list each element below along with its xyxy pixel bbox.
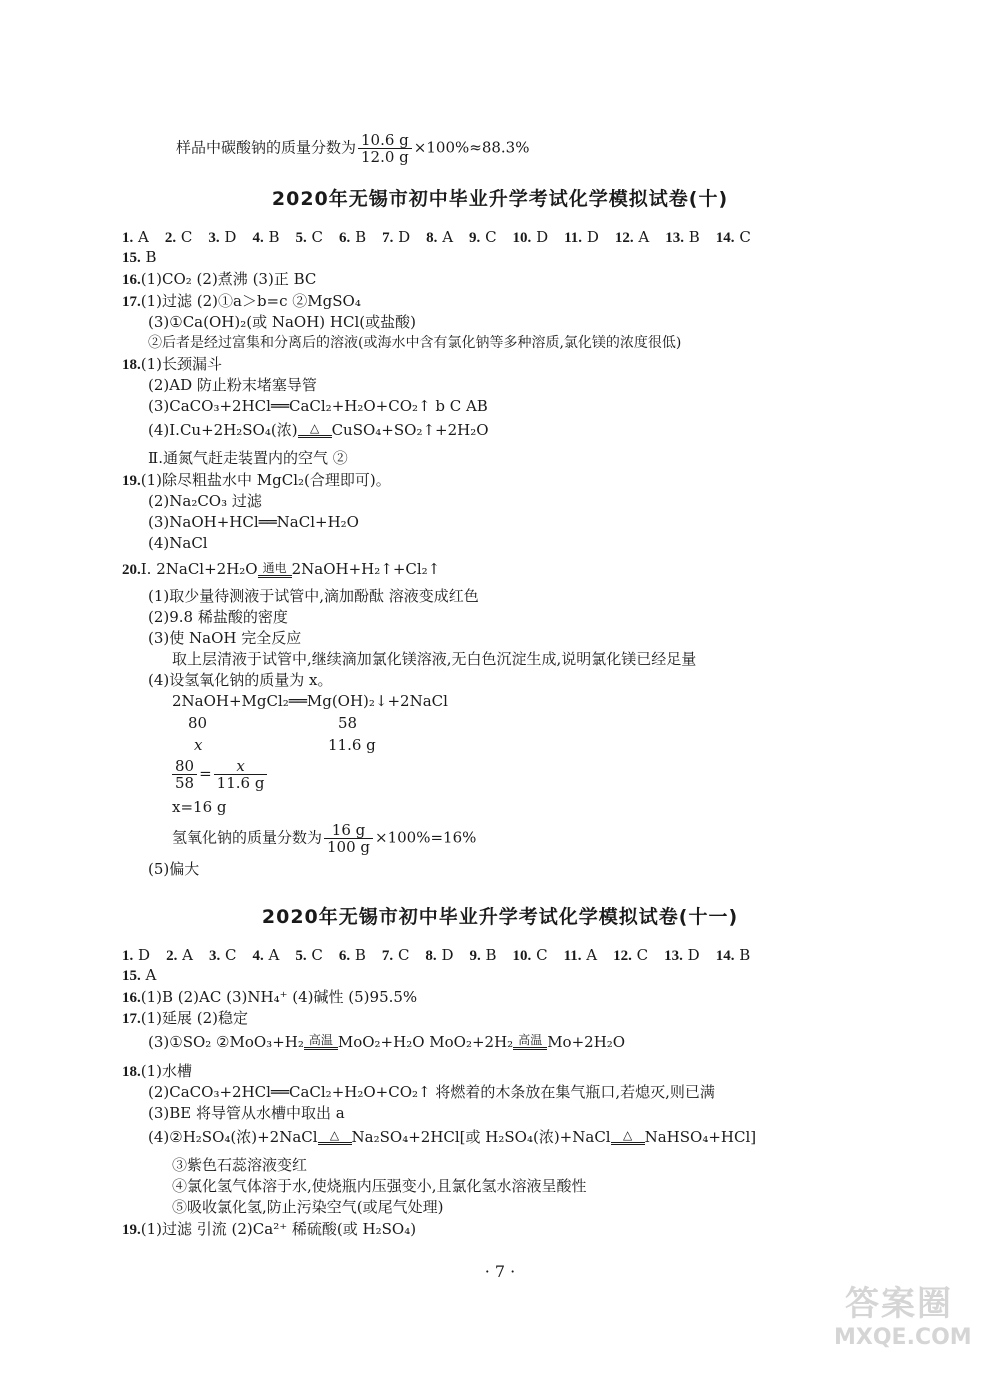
condition-label: △ xyxy=(622,1128,633,1142)
q-number: 13. xyxy=(665,230,684,246)
q-number: 12. xyxy=(614,230,634,246)
q-number: 4. xyxy=(252,948,264,964)
q-answer: D xyxy=(138,946,151,964)
q16-10 xyxy=(122,270,316,289)
q20-10-var1: x xyxy=(194,736,203,754)
text: 氢氧化钠的质量分数为 xyxy=(172,828,323,847)
top-result-line xyxy=(176,132,529,165)
equals-bar xyxy=(258,575,292,581)
q-number: 20. xyxy=(122,562,141,578)
q-answer: B xyxy=(268,228,280,246)
mc-answer-item xyxy=(382,228,410,246)
q20-10-line2: (1)取少量待测液于试管中,滴加酚酞 溶液变成红色 xyxy=(148,587,479,605)
q17-10-line3: ②后者是经过富集和分离后的溶液(或海水中含有氯化钠等多种溶质,氯化镁的浓度很低) xyxy=(148,335,682,351)
q-answer: B xyxy=(145,248,157,266)
q-answer: C xyxy=(739,228,751,246)
mc-answer-item xyxy=(716,946,751,964)
mc-answer-item xyxy=(615,228,649,246)
condition-label: △ xyxy=(329,1128,340,1142)
mc-answer-item xyxy=(564,228,599,246)
mc-answer-item xyxy=(166,946,193,964)
q17-10-line2: (3)①Ca(OH)₂(或 NaOH) HCl(或盐酸) xyxy=(148,313,416,331)
mc-answer-item xyxy=(208,228,236,246)
q17-10 xyxy=(122,292,361,311)
equals-sign: = xyxy=(199,764,212,783)
mc-answer-item xyxy=(122,946,150,964)
q-text: (1)除尽粗盐水中 MgCl₂(合理即可)。 xyxy=(140,471,391,489)
q-number: 15. xyxy=(122,968,141,984)
q-answer: C xyxy=(485,228,497,246)
numerator: x xyxy=(214,758,268,775)
mc-answer-item xyxy=(252,946,279,964)
q18-11-line2: (2)CaCO₃+2HCl══CaCl₂+H₂O+CO₂↑ 将燃着的木条放在集气瓶口,若熄灭,则已满 xyxy=(148,1083,715,1101)
mc-answer-item xyxy=(513,228,549,246)
q-answer: C xyxy=(180,228,193,246)
q-answer: D xyxy=(398,228,411,246)
q-number: 7. xyxy=(382,230,394,246)
q-number: 12. xyxy=(613,948,632,964)
q-number: 14. xyxy=(715,948,735,964)
mc-answer-item xyxy=(339,228,366,246)
q20-10-equation: 2NaOH+MgCl₂══Mg(OH)₂↓+2NaCl xyxy=(172,692,448,710)
q19-10-line4: (4)NaCl xyxy=(148,534,208,552)
q19-11 xyxy=(122,1220,416,1239)
mc-answers-10 xyxy=(122,228,767,247)
q-answer: B xyxy=(739,946,751,964)
q18-11-line4 xyxy=(148,1126,756,1148)
q-text: (1)过滤 (2)①a＞b=c ②MgSO₄ xyxy=(140,292,361,310)
q18-11 xyxy=(122,1062,192,1081)
q-answer: B xyxy=(354,946,366,964)
q-answer: D xyxy=(586,228,599,246)
text: (4)Ⅰ.Cu+2H₂SO₄(浓) xyxy=(148,421,298,439)
mc-answer-item xyxy=(339,946,366,964)
watermark-logo xyxy=(834,1276,972,1376)
q-answer: B xyxy=(688,228,700,246)
q-answer: D xyxy=(224,228,237,246)
watermark-url: MXQE.COM xyxy=(834,1325,972,1350)
page-number: · 7 · xyxy=(484,1262,516,1281)
fraction xyxy=(324,822,373,855)
text: Ⅰ. 2NaCl+2H₂O xyxy=(140,560,258,578)
text: Na₂SO₄+2HCl[或 H₂SO₄(浓)+NaCl xyxy=(351,1128,611,1146)
q-text: (1)水槽 xyxy=(140,1062,192,1080)
q-number: 9. xyxy=(469,948,481,964)
q-answer: C xyxy=(536,946,548,964)
q18-10-line3: (3)CaCO₃+2HCl══CaCl₂+H₂O+CO₂↑ b C AB xyxy=(148,397,488,415)
text: 2NaOH+H₂↑+Cl₂↑ xyxy=(291,560,441,578)
denominator: 100 g xyxy=(327,838,371,856)
q19-10-line3: (3)NaOH+HCl══NaCl+H₂O xyxy=(148,513,359,531)
q-answer: D xyxy=(441,946,454,964)
equals-bar xyxy=(298,435,332,441)
condition-label: 高温 xyxy=(518,1033,543,1047)
q18-11-line5: ③紫色石蕊溶液变红 xyxy=(172,1156,308,1174)
numerator: 10.6 g xyxy=(358,132,412,149)
text: 样品中碳酸钠的质量分数为 xyxy=(176,138,357,157)
q-text: (1)B (2)AC (3)NH₄⁺ (4)碱性 (5)95.5% xyxy=(140,988,418,1006)
reaction-condition xyxy=(513,1034,547,1053)
q-answer: A xyxy=(138,228,149,246)
condition-label: 通电 xyxy=(262,561,287,575)
q18-10-line4 xyxy=(148,419,489,441)
q-number: 11. xyxy=(564,230,583,246)
reaction-condition xyxy=(258,562,292,581)
q-answer: C xyxy=(311,228,324,246)
mc-answer-item xyxy=(564,946,598,964)
q-number: 19. xyxy=(122,1222,141,1238)
q20-10-result: x=16 g xyxy=(172,798,227,816)
mc-answer-item xyxy=(425,946,453,964)
q-number: 19. xyxy=(122,473,141,489)
q-answer: A xyxy=(442,228,454,246)
numerator: 16 g xyxy=(324,822,373,839)
q-answer: D xyxy=(687,946,700,964)
q-number: 9. xyxy=(469,230,481,246)
q-number: 5. xyxy=(295,948,307,964)
reaction-condition xyxy=(298,422,332,441)
text: NaHSO₄+HCl] xyxy=(644,1128,757,1146)
text: ×100%=16% xyxy=(375,828,477,847)
fraction-left xyxy=(172,758,197,791)
q18-10-line5: Ⅱ.通氮气赶走装置内的空气 ② xyxy=(148,449,348,467)
q-number: 13. xyxy=(664,948,683,964)
mc-answer-item xyxy=(252,228,279,246)
mc-answer-item xyxy=(209,946,237,964)
section-title-11: 2020年无锡市初中毕业升学考试化学模拟试卷(十一) xyxy=(261,906,739,928)
denominator: 58 xyxy=(175,774,195,792)
q-number: 8. xyxy=(426,230,438,246)
mc-answer-item xyxy=(382,946,410,964)
text: CuSO₄+SO₂↑+2H₂O xyxy=(331,421,489,439)
text: (3)①SO₂ ②MoO₃+H₂ xyxy=(148,1033,304,1051)
q-number: 14. xyxy=(715,230,735,246)
section-title-10: 2020年无锡市初中毕业升学考试化学模拟试卷(十) xyxy=(271,188,729,210)
mc-answer-item xyxy=(295,946,323,964)
reaction-condition xyxy=(304,1034,338,1053)
q-number: 5. xyxy=(295,230,307,246)
q-answer: A xyxy=(145,966,157,984)
q20-10-line3: (2)9.8 稀盐酸的密度 xyxy=(148,608,288,626)
q-answer: B xyxy=(355,228,367,246)
q-number: 16. xyxy=(122,990,141,1006)
q-text: (1)过滤 引流 (2)Ca²⁺ 稀硫酸(或 H₂SO₄) xyxy=(140,1220,417,1238)
q-number: 6. xyxy=(339,230,351,246)
q-answer: C xyxy=(636,946,649,964)
q20-10-mass2: 58 xyxy=(338,714,358,732)
q-number: 15. xyxy=(122,250,141,266)
q18-10-line2: (2)AD 防止粉末堵塞导管 xyxy=(148,376,317,394)
q-number: 10. xyxy=(512,948,532,964)
equals-bar xyxy=(611,1142,645,1148)
fraction xyxy=(358,132,412,165)
q-answer: A xyxy=(638,228,650,246)
q20-10 xyxy=(122,558,440,581)
q-number: 1. xyxy=(122,230,134,246)
reaction-condition xyxy=(611,1129,645,1148)
numerator: 80 xyxy=(172,758,197,775)
q20-10-line4: (3)使 NaOH 完全反应 xyxy=(148,629,302,647)
mc-answer-item xyxy=(664,946,700,964)
mc-answer-item xyxy=(469,228,497,246)
text: ×100%≈88.3% xyxy=(413,138,530,157)
q-number: 3. xyxy=(208,230,220,246)
denominator: 11.6 g xyxy=(216,774,265,792)
q-number: 17. xyxy=(122,294,141,310)
q-number: 18. xyxy=(122,1064,141,1080)
mc-answer-item xyxy=(122,228,149,246)
q19-10-line2: (2)Na₂CO₃ 过滤 xyxy=(148,492,262,510)
text: MoO₂+H₂O MoO₂+2H₂ xyxy=(337,1033,514,1051)
denominator: 12.0 g xyxy=(361,148,409,166)
text: (4)②H₂SO₄(浓)+2NaCl xyxy=(148,1128,318,1146)
mc-answer-item xyxy=(613,946,648,964)
mc-answer-item xyxy=(469,946,496,964)
q-answer: A xyxy=(586,946,598,964)
q20-10-proportion xyxy=(170,758,269,791)
equals-bar xyxy=(318,1142,352,1148)
mc-answer-item xyxy=(665,228,700,246)
q-number: 8. xyxy=(425,948,437,964)
mc-answer-item xyxy=(165,228,193,246)
q-answer: C xyxy=(397,946,410,964)
condition-label: 高温 xyxy=(308,1033,333,1047)
mc-answer-item xyxy=(296,228,324,246)
q17-11 xyxy=(122,1009,248,1028)
q-number: 1. xyxy=(122,948,134,964)
q15-10 xyxy=(122,248,157,267)
mc-answers-11 xyxy=(122,946,766,965)
q-answer: A xyxy=(268,946,280,964)
q-number: 7. xyxy=(381,948,394,964)
q-text: (1)延展 (2)稳定 xyxy=(140,1009,249,1027)
q-number: 2. xyxy=(166,948,178,964)
q-number: 18. xyxy=(122,357,141,373)
q-number: 3. xyxy=(208,948,221,964)
q-text: (1)长颈漏斗 xyxy=(140,355,222,373)
q-answer: D xyxy=(536,228,549,246)
q18-11-line3: (3)BE 将导管从水槽中取出 a xyxy=(148,1104,345,1122)
q-number: 4. xyxy=(252,230,264,246)
q-answer: B xyxy=(485,946,497,964)
q-text: (1)CO₂ (2)煮沸 (3)正 BC xyxy=(140,270,317,288)
q-answer: C xyxy=(311,946,323,964)
q16-11 xyxy=(122,988,417,1007)
q-number: 2. xyxy=(164,230,177,246)
q-number: 6. xyxy=(338,948,351,964)
q20-10-line5: 取上层清液于试管中,继续滴加氯化镁溶液,无白色沉淀生成,说明氯化镁已经足量 xyxy=(172,650,697,668)
q17-11-line2 xyxy=(148,1031,625,1053)
q20-10-mass1: 80 xyxy=(188,714,208,732)
text: Mo+2H₂O xyxy=(547,1033,626,1051)
q-answer: C xyxy=(224,946,237,964)
q18-11-line6: ④氯化氢气体溶于水,使烧瓶内压强变小,且氯化氢水溶液呈酸性 xyxy=(172,1177,587,1195)
equals-bar xyxy=(304,1047,338,1053)
q20-10-line7: (5)偏大 xyxy=(148,860,200,878)
q-number: 17. xyxy=(122,1011,141,1027)
q15-11 xyxy=(122,966,156,985)
mc-answer-item xyxy=(716,228,751,246)
q19-10 xyxy=(122,471,391,490)
q20-10-var2: 11.6 g xyxy=(328,736,376,754)
equals-bar xyxy=(513,1047,547,1053)
fraction-right xyxy=(214,758,268,791)
q-answer: A xyxy=(182,946,193,964)
q-number: 16. xyxy=(122,272,141,288)
q-number: 11. xyxy=(563,948,582,964)
condition-label: △ xyxy=(309,421,320,435)
q18-10 xyxy=(122,355,222,374)
q20-10-percent xyxy=(172,822,476,855)
mc-answer-item xyxy=(513,946,548,964)
q20-10-line6: (4)设氢氧化钠的质量为 x。 xyxy=(148,671,333,689)
q18-11-line7: ⑤吸收氯化氢,防止污染空气(或尾气处理) xyxy=(172,1198,444,1216)
q-number: 10. xyxy=(512,230,532,246)
watermark-text: 答案圈 xyxy=(845,1284,953,1324)
reaction-condition xyxy=(318,1129,352,1148)
mc-answer-item xyxy=(426,228,453,246)
